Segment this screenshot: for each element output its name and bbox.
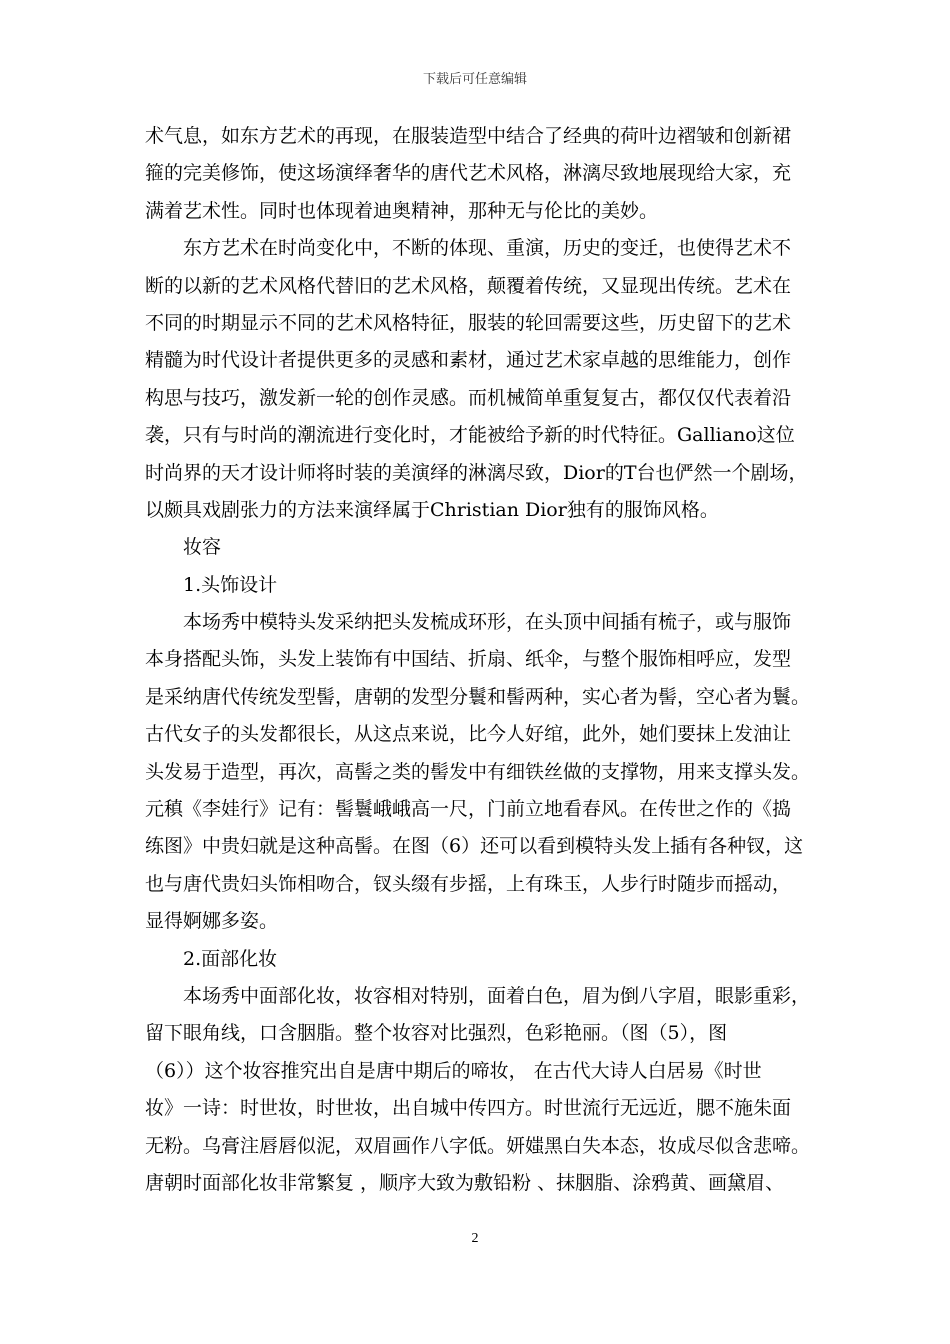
text-line: 练图》中贵妇就是这种高髻。在图（6）还可以看到模特头发上插有各种钗，这 (145, 835, 804, 858)
page-header: 下载后可任意编辑 (422, 72, 527, 87)
text-line: 2.面部化妆 (183, 947, 278, 970)
text-line: 精髓为时代设计者提供更多的灵感和素材，通过艺术家卓越的思维能力，创作 (145, 349, 792, 372)
text-line: 留下眼角线，口含胭脂。整个妆容对比强烈，色彩艳丽。（图（5），图 (145, 1022, 728, 1045)
text-line: 唐朝时面部化妆非常繁复 ，顺序大致为敷铅粉 、抹胭脂、涂鸦黄、画黛眉、 (145, 1171, 785, 1194)
text-line: 构思与技巧，激发新一轮的创作灵感。而机械简单重复复古，都仅仅代表着沿 (145, 386, 792, 409)
text-line: 头发易于造型，再次，高髻之类的髻发中有细铁丝做的支撑物，用来支撑头发。 (145, 760, 810, 783)
text-line: 袭，只有与时尚的潮流进行变化时，才能被给予新的时代特征。Galliano这位 (145, 424, 795, 447)
text-line: 妆》一诗：时世妆，时世妆，出自城中传四方。时世流行无远近，腮不施朱面 (145, 1097, 792, 1120)
text-line: 也与唐代贵妇头饰相吻合，钗头缀有步摇，上有珠玉，人步行时随步而摇动， (145, 872, 792, 895)
text-line: 元稹《李娃行》记有：髻鬟峨峨高一尺，门前立地看春风。在传世之作的《捣 (145, 798, 792, 821)
page-number: 2 (471, 1231, 479, 1246)
text-line: 断的以新的艺术风格代替旧的艺术风格，颠覆着传统，又显现出传统。艺术在 (145, 274, 792, 297)
text-line: 无粉。乌膏注唇唇似泥，双眉画作八字低。妍媸黑白失本态，妆成尽似含悲啼。 (145, 1134, 810, 1157)
text-line: 不同的时期显示不同的艺术风格特征，服装的轮回需要这些，历史留下的艺术 (145, 311, 792, 334)
text-line: （6））这个妆容推究出自是唐中期后的啼妆， 在古代大诗人白居易《时世 (145, 1059, 762, 1082)
text-line: 本场秀中面部化妆，妆容相对特别，面着白色，眉为倒八字眉，眼影重彩， (183, 984, 810, 1007)
text-line: 术气息，如东方艺术的再现，在服装造型中结合了经典的荷叶边褶皱和创新裙 (145, 125, 792, 147)
text-line: 箍的完美修饰，使这场演绎奢华的唐代艺术风格，淋漓尽致地展现给大家，充 (145, 162, 792, 185)
text-line: 是采纳唐代传统发型髻，唐朝的发型分鬟和髻两种，实心者为髻，空心者为鬟。 (145, 685, 810, 708)
text-line: 古代女子的头发都很长，从这点来说，比今人好绾，此外，她们要抹上发油让 (145, 723, 792, 746)
text-line: 本场秀中模特头发采纳把头发梳成环形，在头顶中间插有梳子，或与服饰 (183, 611, 792, 634)
document-body (145, 118, 810, 1202)
text-line: 满着艺术性。同时也体现着迪奥精神，那种无与伦比的美妙。 (145, 199, 659, 222)
text-line: 时尚界的天才设计师将时装的美演绎的淋漓尽致，Dior的T台也俨然一个剧场， (145, 461, 808, 484)
text-line: 以颇具戏剧张力的方法来演绎属于Christian Dior独有的服饰风格。 (145, 498, 719, 521)
text-line: 东方艺术在时尚变化中，不断的体现、重演，历史的变迁，也使得艺术不 (183, 237, 792, 260)
text-line: 妆容 (183, 536, 222, 559)
text-line: 本身搭配头饰，头发上装饰有中国结、折扇、纸伞，与整个服饰相呼应，发型 (145, 648, 792, 671)
text-line: 显得婀娜多姿。 (145, 910, 279, 933)
text-line: 1.头饰设计 (183, 573, 278, 596)
